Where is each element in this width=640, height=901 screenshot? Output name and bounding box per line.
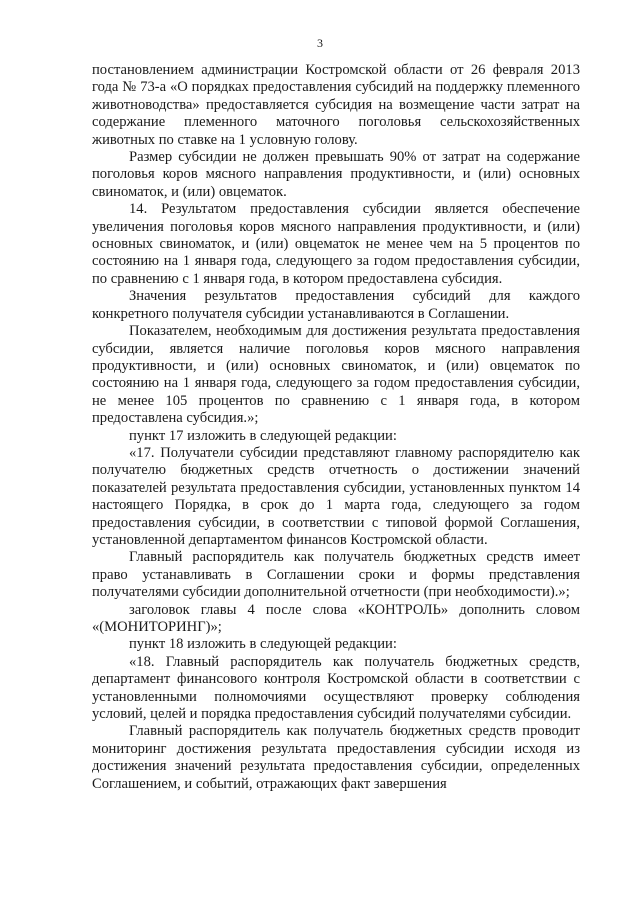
paragraph-11: «18. Главный распорядитель как получатель бюджетных средств, департамент финансового контроля Костромской области в соответствии с установленными полномочиями осуществляют проверку соблюдения условий, целей и порядка предоставления субсидий получателями субсидии.: [92, 653, 580, 723]
paragraph-4: Значения результатов предоставления субсидий для каждого конкретного получателя субсидии устанавливаются в Соглашении.: [92, 288, 580, 322]
paragraph-6: пункт 17 изложить в следующей редакции:: [129, 427, 397, 444]
paragraph-9: заголовок главы 4 после слова «КОНТРОЛЬ» дополнить словом «(МОНИТОРИНГ)»;: [92, 601, 580, 635]
paragraph-5: Показателем, необходимым для достижения результата предоставления субсидии, является наличие поголовья коров мясного направления продуктивности, и (или) основных свиноматок, и (или) овцематок по состоянию на 1 января года, следующего за годом предоставления субсидии, не менее 105 процентов по сравнению с 1 января года, в котором предоставлена субсидия.»;: [92, 323, 580, 427]
paragraph-8: Главный распорядитель как получатель бюджетных средств имеет право устанавливать в Соглашении сроки и формы представления получателями субсидии дополнительной отчетности (при необходимости).»;: [92, 549, 580, 601]
document-body: [92, 62, 580, 793]
page-number: 3: [317, 36, 323, 50]
paragraph-7: «17. Получатели субсидии представляют главному распорядителю как получателю бюджетных средств отчетность о достижении значений показателей результата предоставления субсидии, установленных пунктом 14 настоящего Порядка, в срок до 1 марта года, следующего за годом предоставления субсидии, в соответствии с типовой формой Соглашения, установленной департаментом финансов Костромской области.: [92, 444, 580, 548]
paragraph-3: 14. Результатом предоставления субсидии является обеспечение увеличения поголовья коров мясного направления продуктивности, и (или) основных свиноматок, и (или) овцематок не менее чем на 5 процентов по состоянию на 1 января года, следующего за годом предоставления субсидии, по сравнению с 1 января года, в котором предоставлена субсидия.: [92, 201, 580, 287]
paragraph-10: пункт 18 изложить в следующей редакции:: [129, 636, 397, 653]
paragraph-12: Главный распорядитель как получатель бюджетных средств проводит мониторинг достижения результата предоставления субсидии исходя из достижения значений результата предоставления субсидии, определенных Соглашением, и событий, отражающих факт завершения: [92, 723, 580, 792]
paragraph-2: Размер субсидии не должен превышать 90% от затрат на содержание поголовья коров мясного направления продуктивности, и (или) основных свиноматок, и (или) овцематок.: [92, 149, 580, 200]
paragraph-1: постановлением администрации Костромской области от 26 февраля 2013 года № 73-а «О порядках предоставления субсидий на поддержку племенного животноводства» предоставляется субсидия на возмещение части затрат на содержание племенного маточного поголовья сельскохозяйственных животных по ставке на 1 условную голову.: [92, 62, 580, 148]
